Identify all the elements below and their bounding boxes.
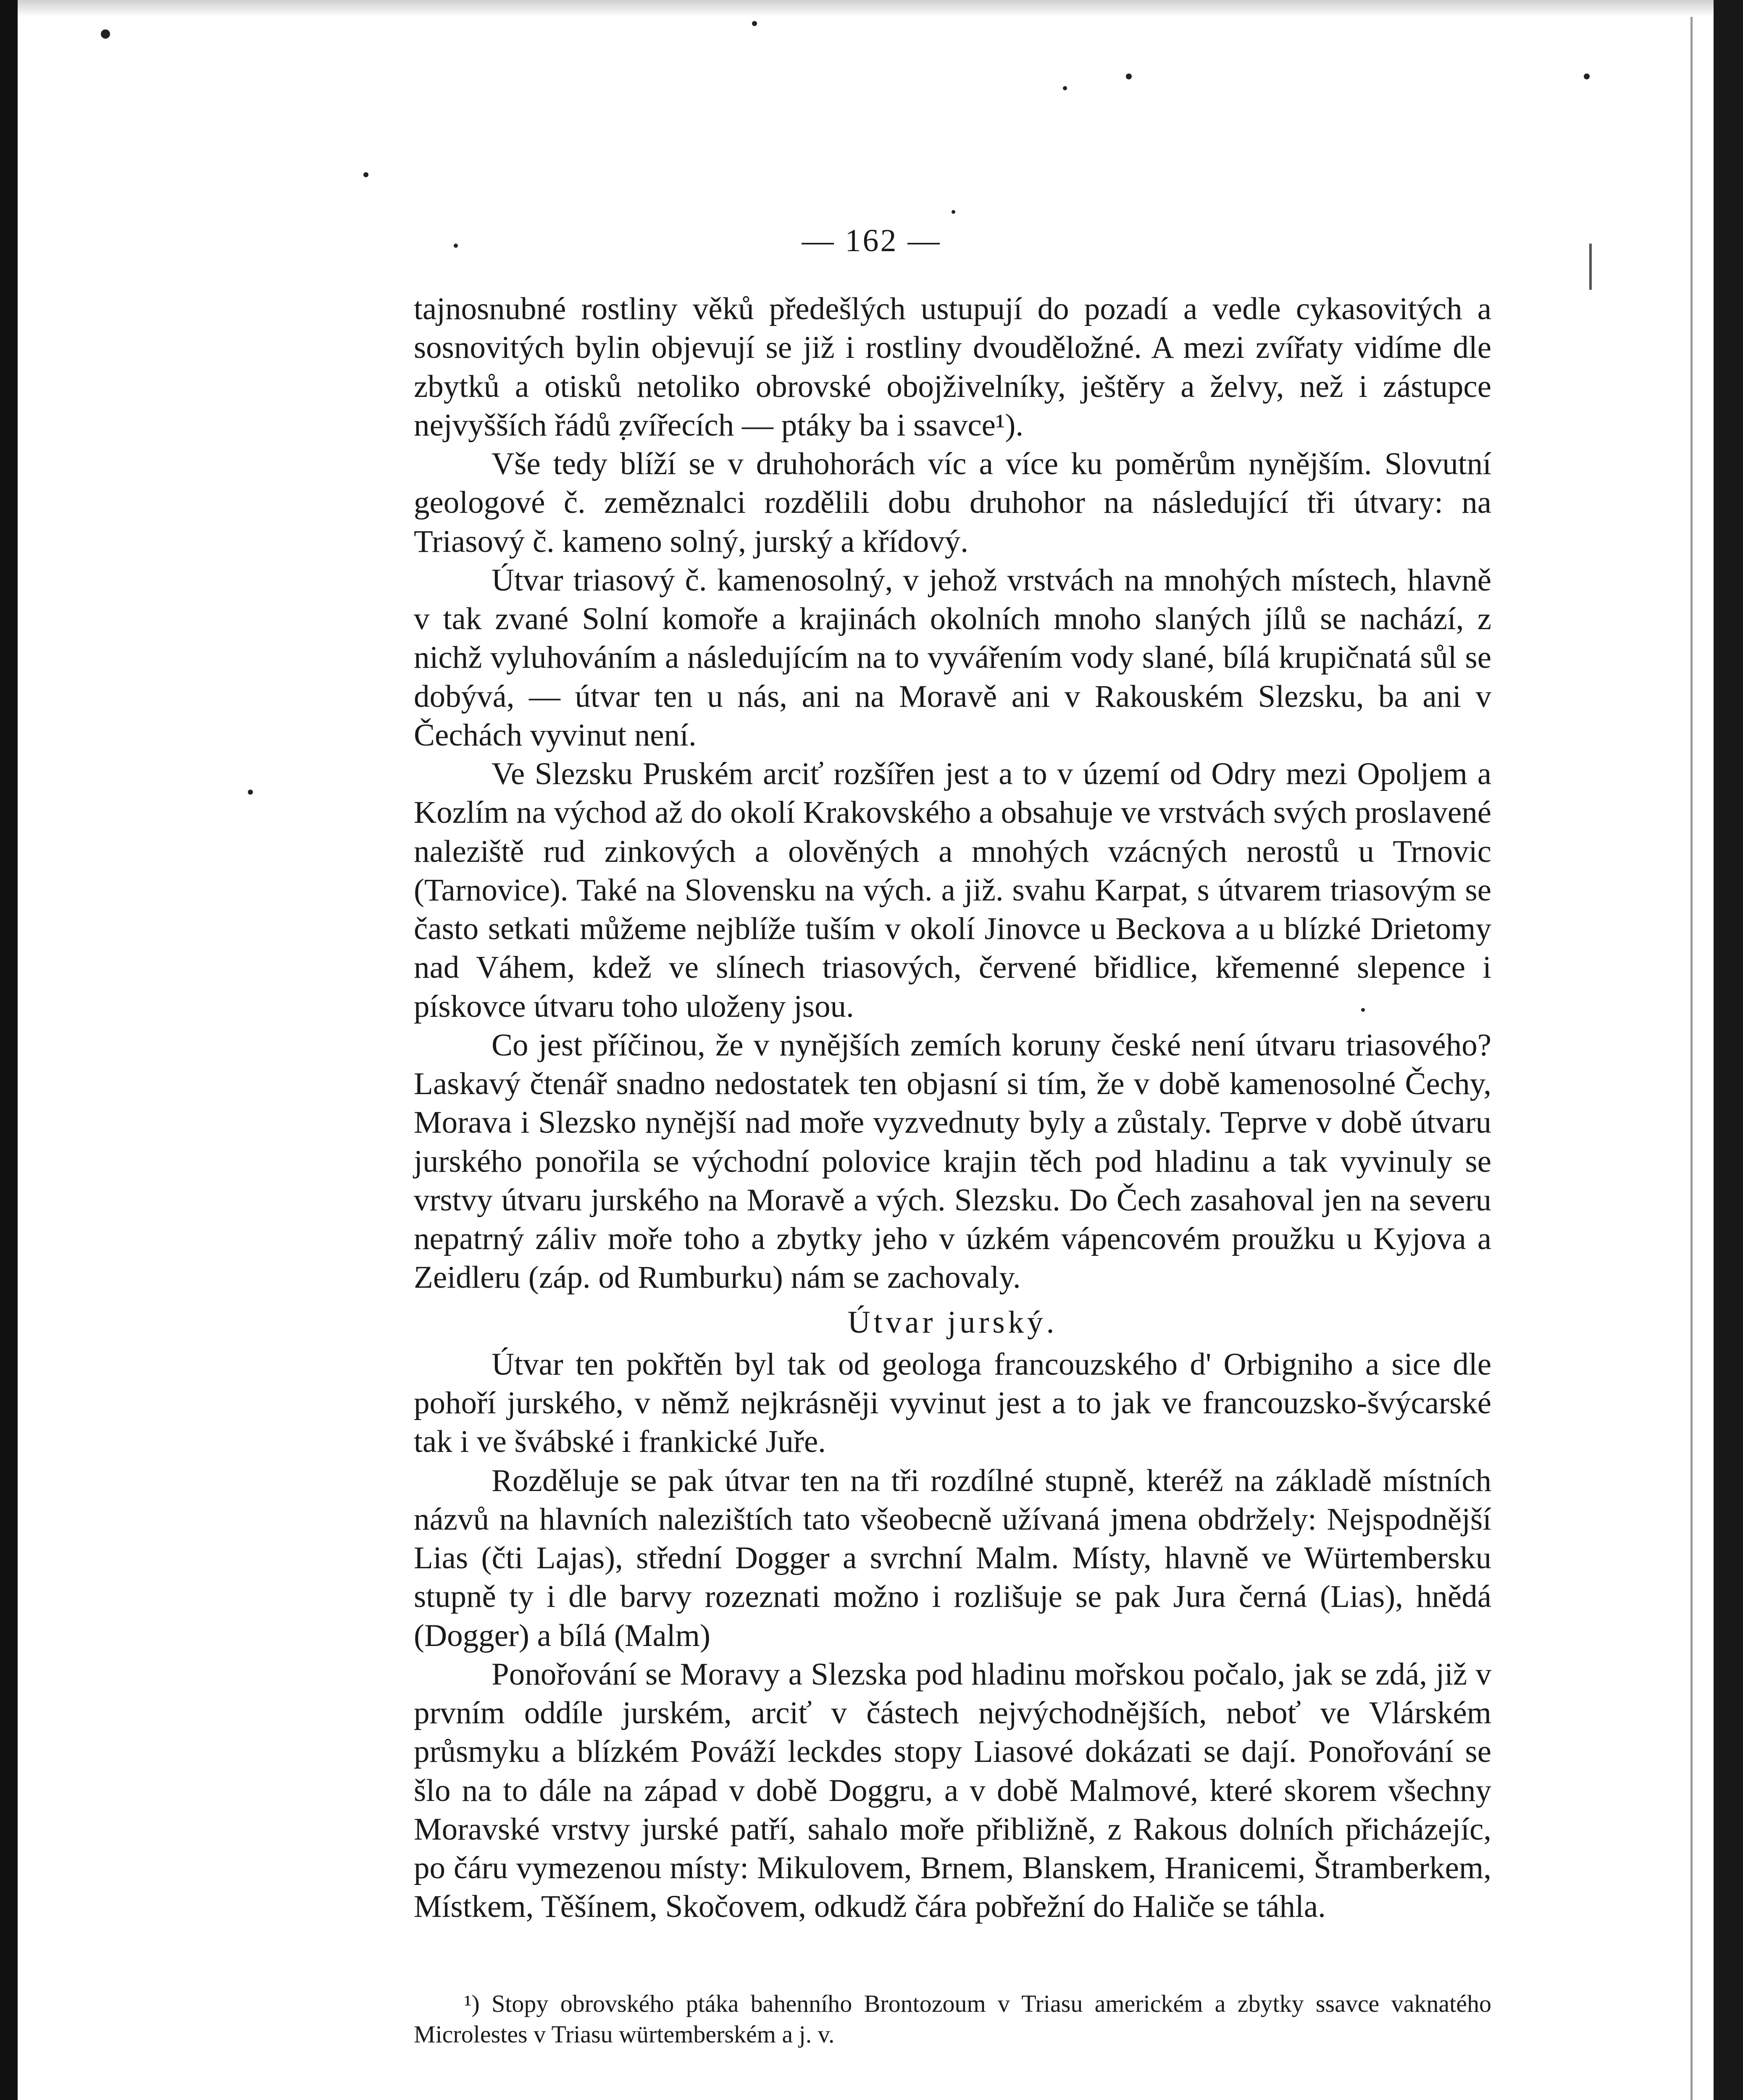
left-scan-border bbox=[0, 0, 18, 2100]
dust-speck bbox=[1584, 74, 1590, 79]
paragraph: Útvar triasový č. kamenosolný, v jehož vrstvách na mnohých místech, hlavně v tak zvané Solní komoře a krajinách okolních mnoho slaných jílů se nachází, z nichž vyluhováním a následujícím na to vyvářením vody slané, bílá krupičnatá sůl se dobývá, — útvar ten u nás, ani na Moravě ani v Rakouském Slezsku, ba ani v Čechách vyvinut není. bbox=[414, 562, 1491, 753]
dust-speck bbox=[752, 21, 757, 26]
paragraph: Co jest příčinou, že v nynějších zemích koruny české není útvaru triasového? Laskavý čtenář snadno nedostatek ten objasní si tím, že v době kamenosolné Čechy, Morava i Slezsko nynější nad moře vyzvednuty byly a zůstaly. Teprve v době útvaru jurského ponořila se východní polovice krajin těch pod hladinu a tak vyvinuly se vrstvy útvaru jurského na Moravě a vých. Slezsku. Do Čech zasahoval jen na severu nepatrný záliv moře toho a zbytky jeho v úzkém vápencovém proužku u Kyjova a Zeidleru (záp. od Rumburku) nám se zachovaly. bbox=[414, 1027, 1491, 1295]
body-text bbox=[414, 290, 1491, 1927]
paragraph: Ponořování se Moravy a Slezska pod hladinu mořskou počalo, jak se zdá, již v prvním oddíle jurském, arciť v částech nejvýchodnějších, neboť ve Vlárském průsmyku a blízkém Pováží leckdes stopy Liasové dokázati se dají. Ponořování se šlo na to dále na západ v době Doggru, a v době Malmové, které skorem všechny Moravské vrstvy jurské patří, sahalo moře přibližně, z Rakous dolních přicházejíc, po čáru vymezenou místy: Mikulovem, Brnem, Blanskem, Hranicemi, Štramberkem, Místkem, Těšínem, Skočovem, odkudž čára pobřežní do Haliče se táhla. bbox=[414, 1656, 1491, 1924]
paragraph: Rozděluje se pak útvar ten na tři rozdílné stupně, kteréž na základě místních názvů na hlavních nalezištích tato všeobecně užívaná jmena obdržely: Nejspodnější Lias (čti Lajas), střední Dogger a svrchní Malm. Místy, hlavně ve Würtembersku stupně ty i dle barvy rozeznati možno i rozlišuje se pak Jura černá (Lias), hnědá (Dogger) a bílá (Malm) bbox=[414, 1463, 1491, 1653]
section-heading: Útvar jurský. bbox=[847, 1305, 1058, 1340]
paragraph: Ve Slezsku Pruském arciť rozšířen jest a to v území od Odry mezi Opoljem a Kozlím na východ až do okolí Krakovského a obsahuje ve vrstvách svých proslavené naleziště rud zinkových a olověných a mnohých vzácných nerostů u Trnovic (Tarnovice). Také na Slovensku na vých. a již. svahu Karpat, s útvarem triasovým se často setkati můžeme nejblíže tuším v okolí Jinovce u Beckova a u blízké Drietomy nad Váhem, kdež ve slínech triasových, červené břidlice, křemenné slepence i pískovce útvaru toho uloženy jsou. bbox=[414, 756, 1491, 1024]
dust-speck bbox=[1126, 74, 1132, 79]
paragraph: Vše tedy blíží se v druhohorách víc a více ku poměrům nynějším. Slovutní geologové č. zeměznalci rozdělili dobu druhohor na následující tři útvary: na Triasový č. kameno solný, jurský a křídový. bbox=[414, 446, 1491, 559]
paragraph: tajnosnubné rostliny věků předešlých ustupují do pozadí a vedle cykasovitých a sosnovitých bylin objevují se již i rostliny dvouděložné. A mezi zvířaty vidíme dle zbytků a otisků netoliko obrovské obojživelníky, ještěry a želvy, než i zástupce nejvyšších řádů zvířecích — ptáky ba i ssavce¹). bbox=[414, 291, 1491, 443]
page-edge-line bbox=[1690, 0, 1693, 2100]
dust-speck bbox=[1063, 86, 1067, 90]
paragraph: Útvar ten pokřtěn byl tak od geologa francouzského d' Orbigniho a sice dle pohoří jurského, v němž nejkrásněji vyvinut jest a to jak ve francouzsko-švýcarské tak i ve švábské i frankické Juře. bbox=[414, 1347, 1491, 1460]
footnote: ¹) Stopy obrovského ptáka bahenního Brontozoum v Triasu americkém a zbytky ssavce vaknatého Microlestes v Triasu würtemberském a j. v. bbox=[414, 1990, 1491, 2048]
top-scan-shadow bbox=[18, 0, 1714, 17]
page-number: — 162 — bbox=[802, 223, 941, 258]
dust-speck bbox=[363, 172, 368, 177]
right-scan-border bbox=[1714, 0, 1743, 2100]
dust-speck bbox=[101, 29, 110, 39]
dust-speck bbox=[248, 790, 253, 795]
dust-speck bbox=[952, 210, 955, 214]
